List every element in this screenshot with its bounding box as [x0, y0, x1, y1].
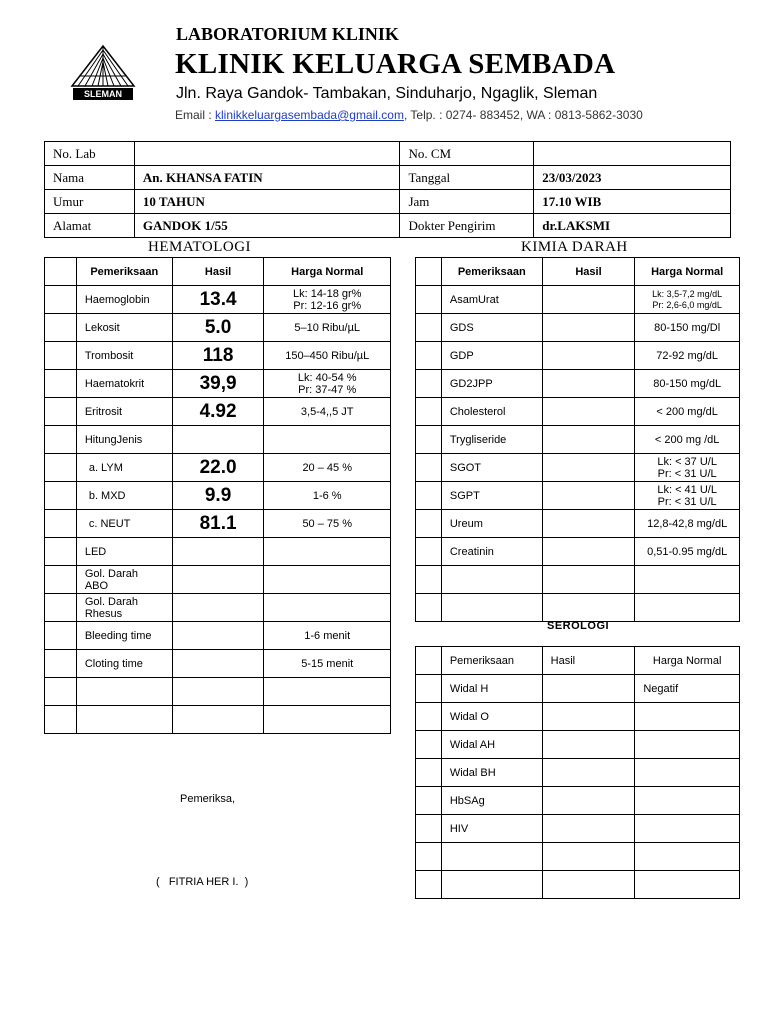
normal-range: 150–450 Ribu/µL [285, 349, 370, 362]
row-number-cell [45, 678, 77, 706]
result-cell [542, 815, 635, 843]
normal-range-cell [264, 538, 391, 566]
row-number-cell [45, 622, 77, 650]
table-row [416, 703, 740, 731]
result-cell [172, 426, 264, 454]
test-name-cell: HbSAg [441, 787, 542, 815]
row-number-cell [45, 566, 77, 594]
normal-range: 12,8-42,8 mg/dL [647, 517, 728, 530]
result-cell [542, 426, 635, 454]
result-cell [172, 678, 264, 706]
table-row [45, 538, 391, 566]
header-no [416, 647, 442, 675]
test-name-cell [76, 678, 172, 706]
result-cell: 22.0 [172, 454, 264, 482]
normal-range-sub: Pr: 37-47 % [298, 383, 357, 396]
table-row [416, 454, 740, 482]
normal-range-sub: Pr: 12-16 gr% [293, 299, 362, 312]
normal-range-cell [635, 426, 740, 454]
normal-range-cell [635, 843, 740, 871]
test-name-sub: ABO [84, 579, 109, 592]
test-name-cell: Ureum [441, 510, 542, 538]
table-header-row [45, 258, 391, 286]
table-row [45, 482, 391, 510]
normal-range-cell [635, 510, 740, 538]
table-row [416, 426, 740, 454]
test-name-cell: Trombosit [76, 342, 172, 370]
no-cm-label: No. CM [400, 142, 534, 166]
table-row [45, 142, 731, 166]
normal-range-cell [264, 482, 391, 510]
clinic-name: KLINIK KELUARGA SEMBADA [175, 48, 616, 80]
test-name-cell: HIV [441, 815, 542, 843]
result-cell [172, 594, 264, 622]
result-cell [542, 759, 635, 787]
table-row [45, 650, 391, 678]
table-row [45, 706, 391, 734]
nama-label: Nama [45, 166, 135, 190]
row-number-cell [416, 787, 442, 815]
normal-range-cell [635, 482, 740, 510]
normal-range: Lk: < 37 U/L [657, 455, 717, 468]
table-row [416, 398, 740, 426]
kimia-darah-table [415, 257, 740, 622]
test-name-cell: Eritrosit [76, 398, 172, 426]
umur-label: Umur [45, 190, 135, 214]
test-name-cell [76, 706, 172, 734]
test-name: Gol. Darah [84, 567, 139, 580]
patient-info-table [44, 141, 731, 238]
test-name-cell: Widal AH [441, 731, 542, 759]
test-name-cell: Haematokrit [76, 370, 172, 398]
normal-range-cell [635, 370, 740, 398]
table-row [45, 314, 391, 342]
result-cell [542, 731, 635, 759]
result-cell [542, 538, 635, 566]
row-number-cell [45, 594, 77, 622]
table-row [416, 342, 740, 370]
normal-range: < 200 mg/dL [656, 405, 718, 418]
test-name-cell: Haemoglobin [76, 286, 172, 314]
normal-range-cell [635, 398, 740, 426]
table-row [45, 566, 391, 594]
table-row [45, 622, 391, 650]
pemeriksa-label: Pemeriksa, [180, 793, 236, 805]
no-cm-value [534, 142, 731, 166]
table-row [45, 286, 391, 314]
test-name-cell: a. LYM [76, 454, 172, 482]
test-name-cell: AsamUrat [441, 286, 542, 314]
table-row [416, 566, 740, 594]
alamat-label: Alamat [45, 214, 135, 238]
row-number-cell [416, 815, 442, 843]
row-number-cell [416, 566, 442, 594]
test-name-cell: SGPT [441, 482, 542, 510]
test-name-cell: Widal BH [441, 759, 542, 787]
result-cell [542, 703, 635, 731]
test-name-cell: Lekosit [76, 314, 172, 342]
normal-range-cell [264, 566, 391, 594]
table-row [416, 482, 740, 510]
normal-range: 5–10 Ribu/µL [294, 321, 361, 334]
row-number-cell [416, 454, 442, 482]
header-hasil: Hasil [542, 258, 635, 286]
table-row [45, 214, 731, 238]
result-cell [172, 622, 264, 650]
row-number-cell [45, 342, 77, 370]
row-number-cell [416, 703, 442, 731]
header-hasil: Hasil [542, 647, 635, 675]
table-row [45, 594, 391, 622]
result-cell [542, 510, 635, 538]
test-name-cell: b. MXD [76, 482, 172, 510]
serologi-title: SEROLOGI [547, 620, 610, 632]
normal-range-cell [635, 815, 740, 843]
table-row [416, 675, 740, 703]
normal-range-cell [264, 370, 391, 398]
normal-range-sub: Pr: 2,6-6,0 mg/dL [652, 299, 722, 310]
table-row [45, 190, 731, 214]
table-row [416, 731, 740, 759]
test-name-cell [441, 871, 542, 899]
row-number-cell [45, 650, 77, 678]
row-number-cell [416, 398, 442, 426]
row-number-cell [45, 454, 77, 482]
normal-range: 0,51-0.95 mg/dL [647, 545, 728, 558]
normal-range-cell [264, 426, 391, 454]
normal-range-cell [264, 678, 391, 706]
test-name-cell: Widal O [441, 703, 542, 731]
result-cell [172, 706, 264, 734]
row-number-cell [416, 482, 442, 510]
nama-value: An. KHANSA FATIN [134, 166, 400, 190]
umur-value: 10 TAHUN [134, 190, 400, 214]
normal-range-cell [264, 454, 391, 482]
logo-text: SLEMAN [84, 89, 122, 99]
header-pemeriksaan: Pemeriksaan [441, 647, 542, 675]
header-no [416, 258, 442, 286]
row-number-cell [416, 538, 442, 566]
table-row [416, 510, 740, 538]
table-row [416, 538, 740, 566]
row-number-cell [45, 538, 77, 566]
normal-range-cell [635, 759, 740, 787]
tanggal-label: Tanggal [400, 166, 534, 190]
row-number-cell [416, 426, 442, 454]
normal-range-cell [635, 454, 740, 482]
table-row [416, 815, 740, 843]
test-name-cell: Trygliseride [441, 426, 542, 454]
phone-info: , Telp. : 0274- 883452, WA : 0813-5862-3030 [403, 108, 643, 122]
row-number-cell [45, 286, 77, 314]
test-name-cell: HitungJenis [76, 426, 172, 454]
row-number-cell [416, 510, 442, 538]
normal-range-sub: Pr: < 31 U/L [657, 495, 717, 508]
normal-range-cell [635, 538, 740, 566]
normal-range-cell [264, 594, 391, 622]
table-row [416, 314, 740, 342]
row-number-cell [416, 286, 442, 314]
result-cell [542, 675, 635, 703]
normal-range-cell [635, 286, 740, 314]
result-cell [542, 342, 635, 370]
result-cell [542, 314, 635, 342]
normal-range-sub: Pr: < 31 U/L [657, 467, 717, 480]
test-name-cell: Creatinin [441, 538, 542, 566]
normal-range: Lk: < 41 U/L [657, 483, 717, 496]
result-cell [172, 650, 264, 678]
result-cell [542, 482, 635, 510]
normal-range-cell [264, 650, 391, 678]
result-cell [542, 787, 635, 815]
table-row [416, 787, 740, 815]
result-cell [172, 538, 264, 566]
kimia-darah-title: KIMIA DARAH [521, 239, 628, 255]
table-header-row [416, 258, 740, 286]
table-row [45, 166, 731, 190]
clinic-contact [175, 108, 643, 122]
header-no [45, 258, 77, 286]
normal-range-cell [635, 787, 740, 815]
table-row [45, 510, 391, 538]
result-cell [542, 398, 635, 426]
table-header-row [416, 647, 740, 675]
normal-range: 1-6 % [312, 489, 342, 502]
normal-range: 50 – 75 % [302, 517, 352, 530]
normal-range-cell [264, 398, 391, 426]
table-row [45, 454, 391, 482]
normal-range: 80-150 mg/dL [653, 377, 722, 390]
examiner-name: ( FITRIA HER I. ) [156, 876, 249, 888]
email-link[interactable]: klinikkeluargasembada@gmail.com [215, 108, 404, 122]
row-number-cell [45, 370, 77, 398]
test-name-cell: GD2JPP [441, 370, 542, 398]
header-hasil: Hasil [172, 258, 264, 286]
result-cell [542, 370, 635, 398]
test-name-cell: LED [76, 538, 172, 566]
result-cell: 118 [172, 342, 264, 370]
normal-range-cell [635, 314, 740, 342]
result-cell [542, 566, 635, 594]
row-number-cell [45, 398, 77, 426]
normal-range-cell [264, 622, 391, 650]
tanggal-value: 23/03/2023 [534, 166, 731, 190]
normal-range: 72-92 mg/dL [656, 349, 719, 362]
normal-range: < 200 mg /dL [654, 433, 720, 446]
test-name-cell: Cholesterol [441, 398, 542, 426]
row-number-cell [45, 706, 77, 734]
header-pemeriksaan: Pemeriksaan [76, 258, 172, 286]
table-row [45, 398, 391, 426]
normal-range-cell [635, 566, 740, 594]
result-cell [542, 594, 635, 622]
row-number-cell [45, 510, 77, 538]
row-number-cell [416, 675, 442, 703]
hematologi-title: HEMATOLOGI [148, 239, 252, 255]
test-name-cell: Widal H [441, 675, 542, 703]
normal-range: 3,5-4,,5 JT [300, 405, 354, 418]
test-name-cell: SGOT [441, 454, 542, 482]
table-row [416, 759, 740, 787]
normal-range-cell [635, 871, 740, 899]
normal-range-cell [264, 342, 391, 370]
result-cell: 5.0 [172, 314, 264, 342]
result-cell [542, 286, 635, 314]
result-cell: 39,9 [172, 370, 264, 398]
normal-range-cell [635, 594, 740, 622]
table-row [45, 342, 391, 370]
row-number-cell [416, 314, 442, 342]
normal-range: 80-150 mg/Dl [654, 321, 721, 334]
header-pemeriksaan: Pemeriksaan [441, 258, 542, 286]
result-cell [542, 454, 635, 482]
row-number-cell [45, 426, 77, 454]
row-number-cell [416, 843, 442, 871]
dokter-label: Dokter Pengirim [400, 214, 534, 238]
email-label: Email : [175, 108, 216, 122]
result-cell: 81.1 [172, 510, 264, 538]
normal-range-cell [264, 706, 391, 734]
normal-range-cell [635, 731, 740, 759]
normal-range-cell [264, 286, 391, 314]
clinic-address: Jln. Raya Gandok- Tambakan, Sinduharjo, Ngaglik, Sleman [176, 85, 598, 102]
table-row [45, 678, 391, 706]
normal-range-cell [635, 342, 740, 370]
row-number-cell [416, 871, 442, 899]
test-name-cell [76, 594, 172, 622]
result-cell: 13.4 [172, 286, 264, 314]
normal-range: 5-15 menit [301, 657, 354, 670]
row-number-cell [45, 482, 77, 510]
normal-range-cell [264, 510, 391, 538]
result-cell: 4.92 [172, 398, 264, 426]
row-number-cell [416, 759, 442, 787]
jam-label: Jam [400, 190, 534, 214]
alamat-value: GANDOK 1/55 [134, 214, 400, 238]
no-lab-value [134, 142, 400, 166]
header-harga-normal: Harga Normal [635, 258, 740, 286]
table-row [416, 286, 740, 314]
result-cell [172, 566, 264, 594]
table-row [416, 594, 740, 622]
no-lab-label: No. Lab [45, 142, 135, 166]
result-cell: 9.9 [172, 482, 264, 510]
row-number-cell [416, 370, 442, 398]
normal-range: Lk: 14-18 gr% [292, 287, 362, 300]
result-cell [542, 871, 635, 899]
test-name-cell: GDP [441, 342, 542, 370]
table-row [416, 871, 740, 899]
table-row [416, 843, 740, 871]
normal-range: 1-6 menit [304, 629, 351, 642]
serologi-table [415, 646, 740, 899]
header-harga-normal: Harga Normal [635, 647, 740, 675]
result-cell [542, 843, 635, 871]
normal-range-cell [635, 703, 740, 731]
test-name-cell: GDS [441, 314, 542, 342]
test-name: Gol. Darah [84, 595, 139, 608]
row-number-cell [416, 731, 442, 759]
test-name-cell [441, 566, 542, 594]
test-name-cell: c. NEUT [76, 510, 172, 538]
header-harga-normal: Harga Normal [264, 258, 391, 286]
test-name-cell [441, 594, 542, 622]
normal-range: Lk: 3,5-7,2 mg/dL [652, 288, 723, 299]
test-name-cell: Bleeding time [76, 622, 172, 650]
table-row [416, 370, 740, 398]
table-row [45, 426, 391, 454]
normal-range-cell [264, 314, 391, 342]
test-name-cell [441, 843, 542, 871]
test-name-cell [76, 566, 172, 594]
test-name-sub: Rhesus [84, 607, 123, 620]
row-number-cell [416, 342, 442, 370]
test-name-cell: Cloting time [76, 650, 172, 678]
row-number-cell [45, 314, 77, 342]
hematologi-table [44, 257, 391, 734]
normal-range: Lk: 40-54 % [297, 371, 357, 384]
dokter-value: dr.LAKSMI [534, 214, 731, 238]
jam-value: 17.10 WIB [534, 190, 731, 214]
table-row [45, 370, 391, 398]
normal-range-cell: Negatif [635, 675, 740, 703]
normal-range: 20 – 45 % [302, 461, 352, 474]
clinic-logo [70, 44, 136, 102]
lab-title: LABORATORIUM KLINIK [176, 24, 399, 44]
row-number-cell [416, 594, 442, 622]
